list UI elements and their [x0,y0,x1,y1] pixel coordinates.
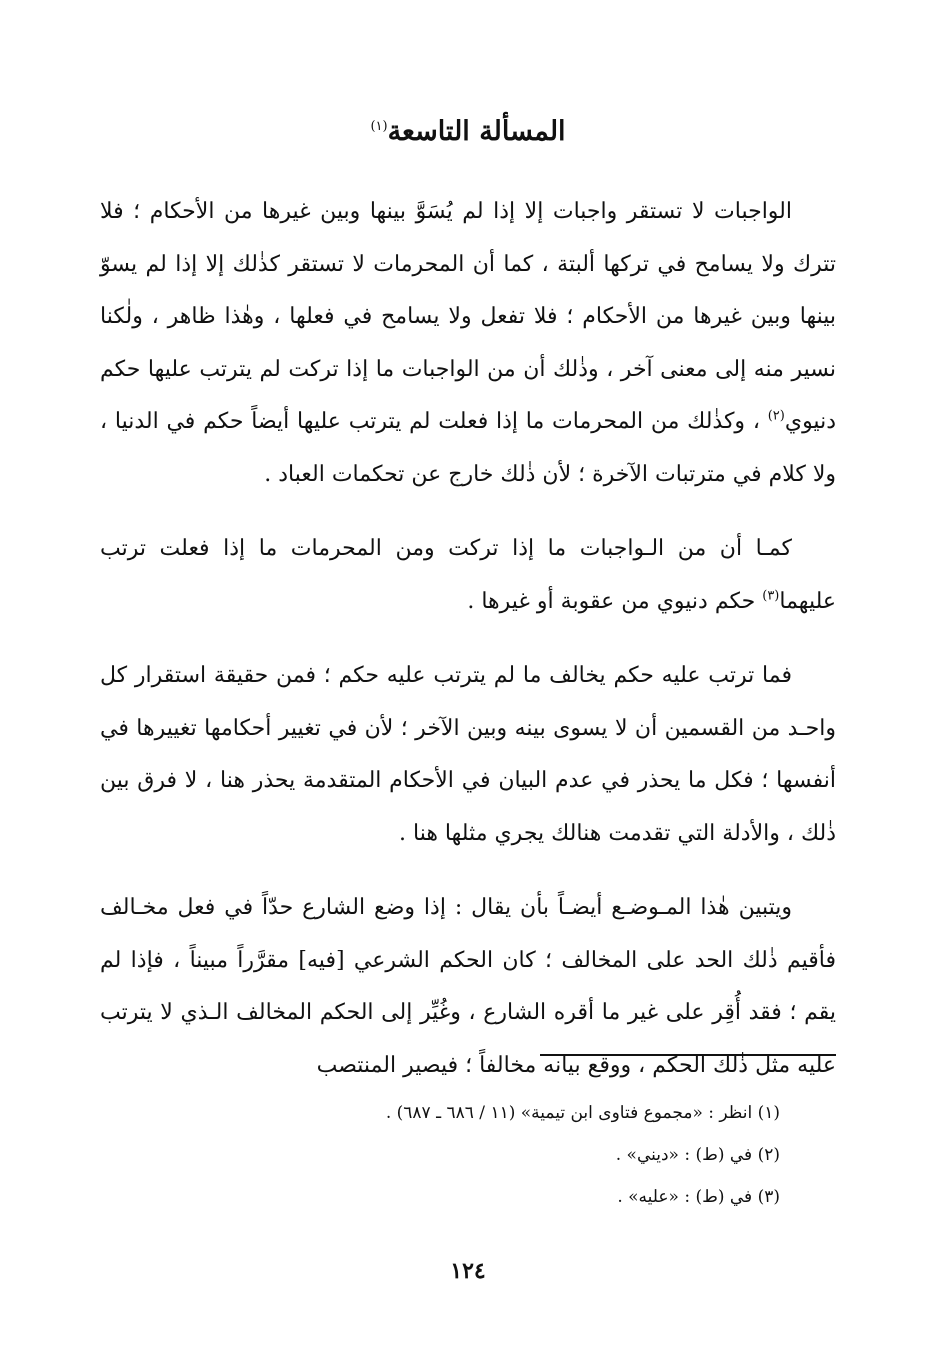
paragraph-text: ويتبين هٰذا المـوضـع أيضـاً بأن يقال : إذا وضع الشارع حدّاً في فعل مخـالف فأقيم ذٰلك الحد على المخالف ؛ كان الحكم الشرعي [فيه] مقرَّراً مبيناً ، فإذا لم يقم ؛ فقد أُقِر على غير ما أقره الشارع ، وغُيِّر إلى الحكم المخالف الـذي لا يترتب عليه مثل ذٰلك الحكم ، ووقع بيانه مخالفاً ؛ فيصير المنتصب [100,895,836,1078]
page-title [0,112,936,152]
page-number: ١٢٤ [450,1258,486,1284]
footnote: (١) انظر : «مجموع فتاوى ابن تيمية» (١١ / ٦٨٦ ـ ٦٨٧) . [385,1103,780,1123]
paragraph [100,186,836,501]
paragraph [100,882,836,1092]
paragraph [100,523,836,628]
paragraph-text: الواجبات لا تستقر واجبات إلا إذا لم يُسَوَّ بينها وبين غيرها من الأحكام ؛ فلا تترك ولا يسامح في تركها ألبتة ، كما أن المحرمات لا تستقر كذٰلك إلا إذا لم يسوّ بينها وبين غيرها من الأحكام ؛ فلا تفعل ولا يسامح في فعلها ، وهٰذا ظاهر ، ولٰكنا نسير منه إلى معنى آخر ، وذٰلك أن من الواجبات ما إذا تركت لم يترتب عليها حكم دنيوي [100,199,836,434]
footnotes [160,1092,780,1218]
footnote-ref: (١) [370,119,388,134]
body-text [100,186,836,1114]
footnote: (٢) في (ط) : «ديني» . [615,1145,780,1165]
paragraph-text: كمـا أن من الـواجبات ما إذا تركت ومن المحرمات ما إذا فعلت ترتب عليهما [100,536,836,614]
footnote: (٣) في (ط) : «عليه» . [617,1187,780,1207]
paragraph-text: ، وكذٰلك من المحرمات ما إذا فعلت لم يترتب عليها أيضاً حكم في الدنيا ، ولا كلام في مترتبات الآخرة ؛ لأن ذٰلك خارج عن تحكمات العباد . [100,409,836,487]
footnote-ref: (٢) [767,408,785,424]
paragraph [100,650,836,860]
footnote-ref: (٣) [762,588,780,604]
footnote-divider [540,1054,836,1056]
paragraph-text: فما ترتب عليه حكم يخالف ما لم يترتب عليه حكم ؛ فمن حقيقة استقرار كل واحـد من القسمين أن لا يسوى بينه وبين الآخر ؛ لأن في تغيير أحكامها تغييرها في أنفسها ؛ فكل ما يحذر في عدم البيان في الأحكام المتقدمة يحذر هنا ، لا فرق بين ذٰلك ، والأدلة التي تقدمت هنالك يجري مثلها هنا . [100,663,836,846]
paragraph-text: حكم دنيوي من عقوبة أو غيرها . [467,588,763,614]
page-title-text: المسألة التاسعة [387,116,566,147]
